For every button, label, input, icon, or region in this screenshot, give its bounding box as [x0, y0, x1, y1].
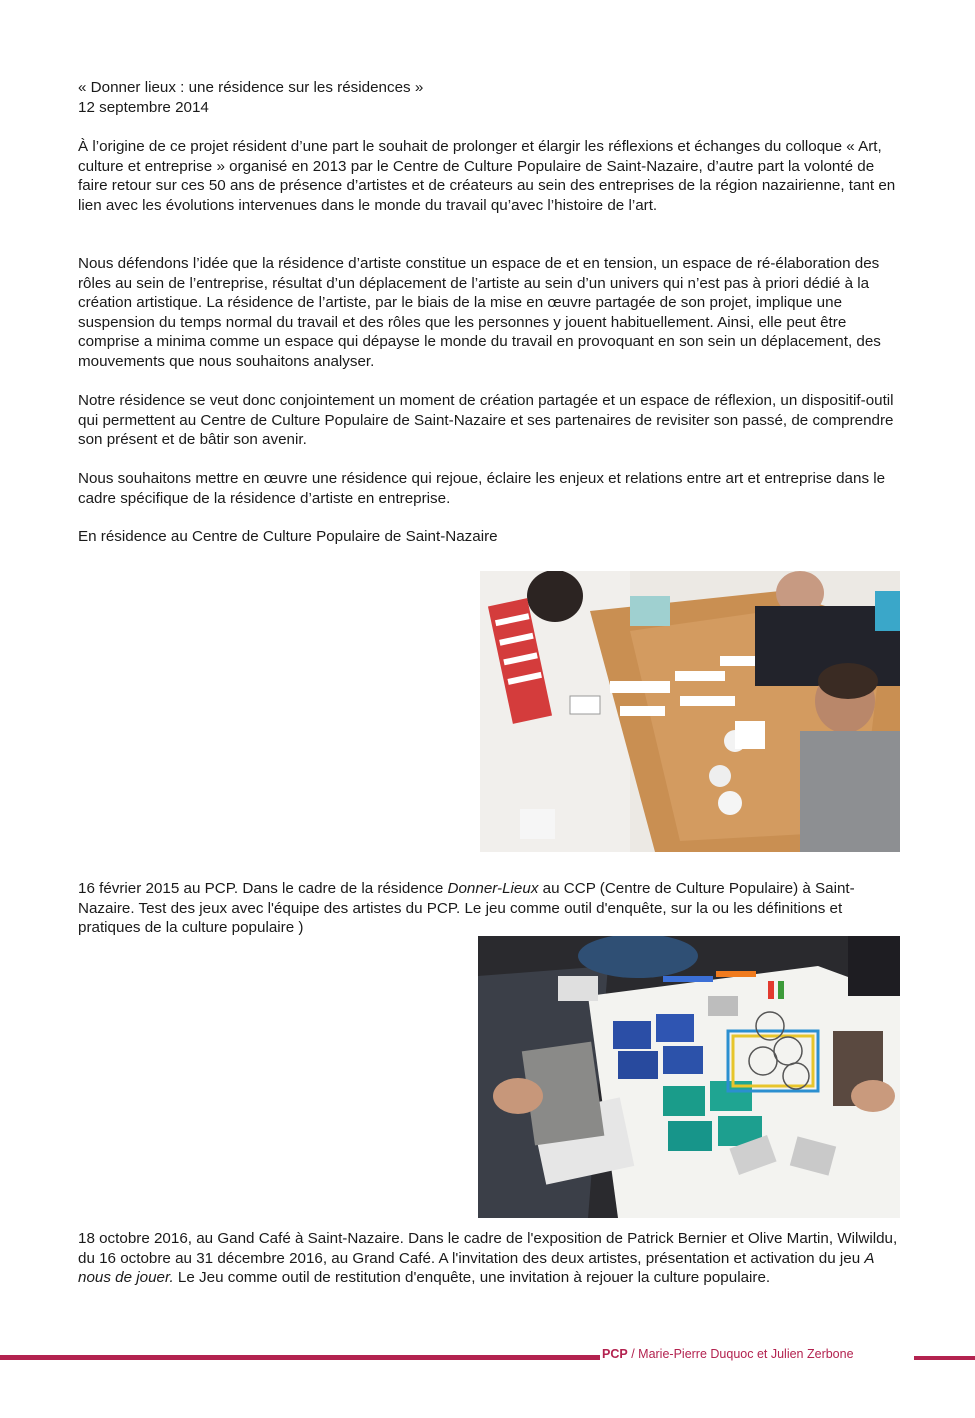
paragraph-text: Nous souhaitons mettre en œuvre une résidence qui rejoue, éclaire les enjeux et relations entre art et entreprise dans le cadre spécifique de la résidence d’artiste en entreprise. — [78, 470, 886, 507]
caption-photo-1 — [78, 879, 898, 938]
photo-board-game — [478, 936, 900, 1218]
caption-photo-2 — [78, 1229, 898, 1288]
caption-text-part: au CCP (Centre de Culture Populaire) à Saint-Nazaire. Test des jeux avec l'équipe des artistes du PCP. Le jeu comme outil d'enquête, sur la ou les définitions et pratiques de la culture populaire ) — [78, 880, 855, 936]
paragraph-text: Nous défendons l’idée que la résidence d’artiste constitue un espace de et en tension, un espace de ré-élaboration des rôles au sein de l’entreprise, résultat d’un déplacement de l’artiste au sein d’un univers qui n’est pas à priori dédié à la création artistique. La résidence de l’artiste, par le biais de la mise en œuvre partagée de son projet, implique une suspension du temps normal du travail et des rôles que les personnes y jouent habituellement. Ainsi, elle peut être comprise a minima comme un espace qui dépayse le monde du travail en provoquant en son sein un déplacement, des mouvements que nous souhaitons analyser. — [78, 255, 881, 370]
footer-rule-left — [0, 1355, 600, 1360]
caption-text — [78, 1229, 898, 1288]
paragraph-4 — [78, 469, 898, 508]
paragraph-3 — [78, 391, 898, 450]
footer-authors: Marie-Pierre Duquoc et Julien Zerbone — [638, 1347, 854, 1361]
footer-rule-right — [914, 1356, 975, 1360]
caption-text — [78, 879, 898, 938]
paragraph-text: En résidence au Centre de Culture Populaire de Saint-Nazaire — [78, 528, 498, 545]
paragraph-text: À l’origine de ce projet résident d’une part le souhait de prolonger et élargir les réflexions et échanges du colloque « Art, culture et entreprise » organisé en 2013 par le Centre de Culture Populaire de Saint-Nazaire, d’autre part la volonté de faire retour sur ces 50 ans de présence d’artistes et de créateurs au sein des entreprises de la région nazairienne, tant en lien avec les évolutions intervenues dans le monde du travail qu’avec l’histoire de l’art. — [78, 138, 896, 214]
footer-brand: PCP — [602, 1347, 628, 1361]
photo-board-game-image — [478, 936, 900, 1218]
document-header — [78, 78, 898, 117]
photo-workshop-table — [480, 571, 900, 852]
document-title: « Donner lieux : une résidence sur les résidences » — [78, 79, 424, 96]
paragraph-1 — [78, 137, 898, 215]
footer-separator: / — [631, 1347, 635, 1361]
caption-text-part: Le Jeu comme outil de restitution d'enquête, une invitation à rejouer la culture populaire. — [173, 1269, 771, 1286]
document-date: 12 septembre 2014 — [78, 98, 209, 116]
caption-text-part: 18 octobre 2016, au Gand Café à Saint-Nazaire. Dans le cadre de l'exposition de Patrick Bernier et Olive Martin, Wilwildu, du 16 octobre au 31 décembre 2016, au Grand Café. A l'invitation des deux artistes, présentation et activation du jeu — [78, 1230, 898, 1267]
caption-italic-title: A nous de jouer. — [78, 1249, 874, 1286]
caption-text-part: 16 février 2015 au PCP. Dans le cadre de la résidence — [78, 880, 448, 897]
caption-italic-title: Donner-Lieux — [447, 880, 539, 897]
paragraph-text: Notre résidence se veut donc conjointement un moment de création partagée et un espace de réflexion, un dispositif-outil qui permettent au Centre de Culture Populaire de Saint-Nazaire et ses partenaires de revisiter son passé, de comprendre son présent et de bâtir son avenir. — [78, 392, 894, 448]
paragraph-5 — [78, 527, 898, 547]
footer-credit — [602, 1347, 854, 1361]
paragraph-2 — [78, 254, 898, 371]
photo-workshop-table-image — [480, 571, 900, 852]
